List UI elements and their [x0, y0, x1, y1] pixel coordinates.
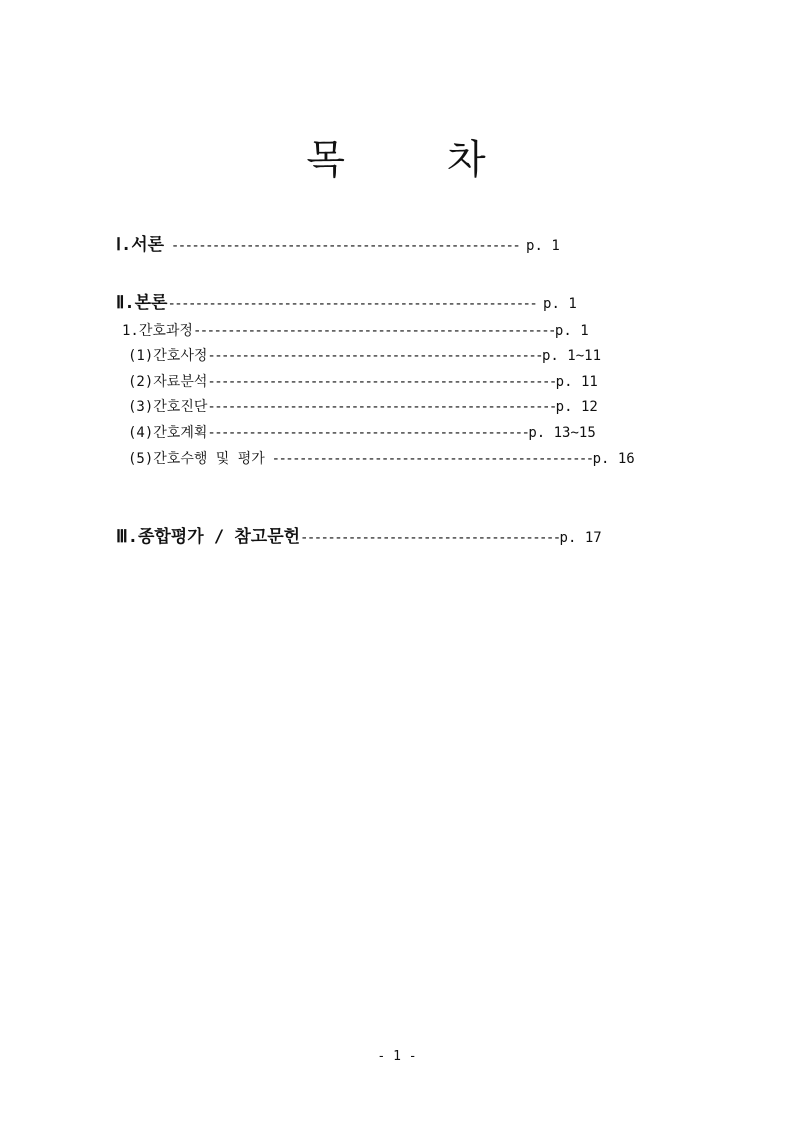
toc-page-number: p. 1: [526, 238, 560, 254]
toc-entry-label: Ⅱ.본론: [116, 293, 168, 313]
page-title: [0, 128, 794, 185]
toc-entry-intro: [116, 236, 560, 255]
footer-page-number: - 1 -: [377, 1049, 417, 1064]
toc-entry-label: 1.간호과정: [122, 323, 193, 339]
toc-entry-label: (1)간호사정: [128, 348, 208, 364]
title-left-char: 목: [306, 137, 347, 183]
toc-page-number: p. 12: [555, 399, 598, 415]
toc-entry-conclusion: [116, 528, 602, 547]
toc-leader-dots: -----------------------------------------------------: [192, 323, 555, 339]
toc-entry-label: (5)간호수행 및 평가: [128, 451, 265, 467]
toc-page-number: p. 17: [559, 530, 602, 546]
toc-leader-dots: -----------------------------------------------: [264, 451, 593, 467]
toc-subentry: [128, 398, 598, 416]
toc-leader-dots: ---------------------------------------------------: [207, 399, 556, 415]
toc-entry-label: Ⅰ.서론: [116, 235, 165, 255]
toc-subentry: [128, 373, 598, 391]
toc-leader-dots: ---------------------------------------------------: [207, 374, 556, 390]
toc-subentry: [128, 450, 635, 468]
title-right-char: 차: [447, 137, 488, 183]
toc-subentry: [128, 347, 601, 365]
toc-subentry: [128, 424, 596, 442]
toc-leader-dots: -------------------------------------------------: [207, 348, 542, 364]
toc-page-number: p. 11: [555, 374, 598, 390]
toc-entry-body: [116, 294, 577, 313]
toc-page-number: p. 16: [592, 451, 635, 467]
toc-entry-label: (3)간호진단: [128, 399, 208, 415]
toc-entry-process: [122, 322, 589, 340]
toc-leader-dots: ------------------------------------------------------: [167, 296, 544, 312]
toc-page-number: p. 1: [554, 323, 589, 339]
toc-entry-label: Ⅲ.종합평가 / 참고문헌: [116, 527, 301, 547]
toc-page-number: p. 13~15: [528, 425, 596, 441]
toc-entry-label: (2)자료분석: [128, 374, 208, 390]
toc-leader-dots: ---------------------------------------------------: [164, 238, 527, 254]
toc-page-number: p. 1: [543, 296, 577, 312]
toc-page-number: p. 1~11: [542, 348, 602, 364]
toc-entry-label: (4)간호계획: [128, 425, 208, 441]
toc-leader-dots: --------------------------------------: [300, 530, 560, 546]
toc-leader-dots: -----------------------------------------------: [207, 425, 529, 441]
